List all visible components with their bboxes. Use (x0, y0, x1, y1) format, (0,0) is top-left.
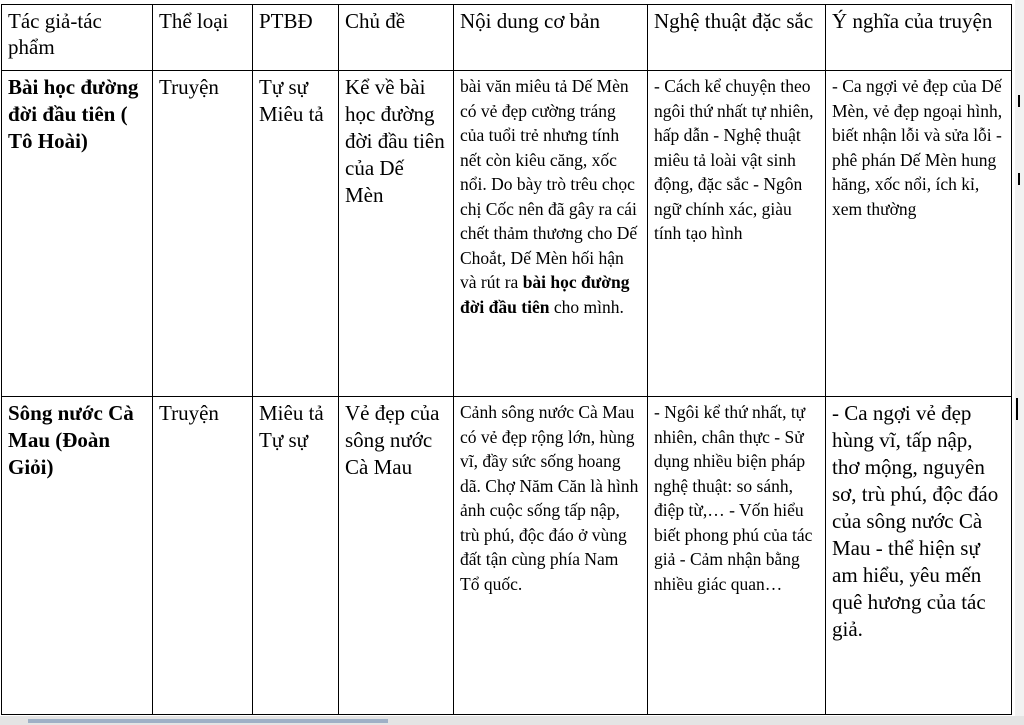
table-row (2, 397, 1012, 715)
cell-art: - Cách kể chuyện theo ngôi thứ nhất tự nhiên, hấp dẫn - Nghệ thuật miêu tả loài vật sinh động, đặc sắc - Ngôn ngữ chính xác, giàu tính tạo hình (648, 71, 826, 397)
header-theme: Chủ đề (339, 5, 454, 71)
cell-theme: Vẻ đẹp của sông nước Cà Mau (339, 397, 454, 715)
header-meaning: Ý nghĩa của truyện (826, 5, 1012, 71)
header-art: Nghệ thuật đặc sắc (648, 5, 826, 71)
content-text: bài văn miêu tả Dế Mèn có vẻ đẹp cường tráng của tuổi trẻ nhưng tính nết còn kiêu căng, xốc nổi. Do bày trò trêu chọc chị Cốc nên đã gây ra cái chết thảm thương cho Dế Choắt, Dế Mèn hối hận và rút ra (460, 76, 638, 292)
header-genre: Thể loại (153, 5, 253, 71)
cell-art: - Ngôi kể thứ nhất, tự nhiên, chân thực - Sử dụng nhiều biện pháp nghệ thuật: so sánh, điệp từ,… - Vốn hiểu biết phong phú của tác giả - Cảm nhận bằng nhiều giác quan… (648, 397, 826, 715)
cell-genre: Truyện (153, 397, 253, 715)
header-row (2, 5, 1012, 71)
cell-content (454, 71, 648, 397)
cell-mode: Miêu tả Tự sự (253, 397, 339, 715)
cell-content: Cảnh sông nước Cà Mau có vẻ đẹp rộng lớn, hùng vĩ, đầy sức sống hoang dã. Chợ Năm Căn là hình ảnh cuộc sống tấp nập, trù phú, độc đáo ở vùng đất tận cùng phía Nam Tổ quốc. (454, 397, 648, 715)
table-row (2, 71, 1012, 397)
scrollbar-thumb[interactable] (28, 719, 388, 723)
header-author-work: Tác giả-tác phẩm (2, 5, 153, 71)
edge-marker (1018, 173, 1020, 185)
cell-meaning: - Ca ngợi vẻ đẹp của Dế Mèn, vẻ đẹp ngoại hình, biết nhận lỗi và sửa lỗi - phê phán Dế Mèn hung hăng, xốc nổi, ích kỉ, xem thường (826, 71, 1012, 397)
cell-meaning: - Ca ngợi vẻ đẹp hùng vĩ, tấp nập, thơ mộng, nguyên sơ, trù phú, độc đáo của sông nước Cà Mau - thể hiện sự am hiểu, yêu mến quê hương của tác giả. (826, 397, 1012, 715)
header-content: Nội dung cơ bản (454, 5, 648, 71)
literature-summary-table (1, 4, 1012, 715)
right-edge-strip (1015, 0, 1024, 725)
cell-work: Bài học đường đời đầu tiên ( Tô Hoài) (2, 71, 153, 397)
cell-theme: Kể về bài học đường đời đầu tiên của Dế Mèn (339, 71, 454, 397)
content-bold-text: bài học đường đời đầu tiên (460, 272, 630, 317)
edge-marker (1018, 95, 1020, 107)
content-tail-text: cho mình. (553, 296, 624, 317)
text-cursor (1016, 398, 1018, 420)
cell-work: Sông nước Cà Mau (Đoàn Giỏi) (2, 397, 153, 715)
horizontal-scrollbar[interactable] (0, 716, 1024, 725)
cell-genre: Truyện (153, 71, 253, 397)
header-mode: PTBĐ (253, 5, 339, 71)
cell-mode: Tự sự Miêu tả (253, 71, 339, 397)
